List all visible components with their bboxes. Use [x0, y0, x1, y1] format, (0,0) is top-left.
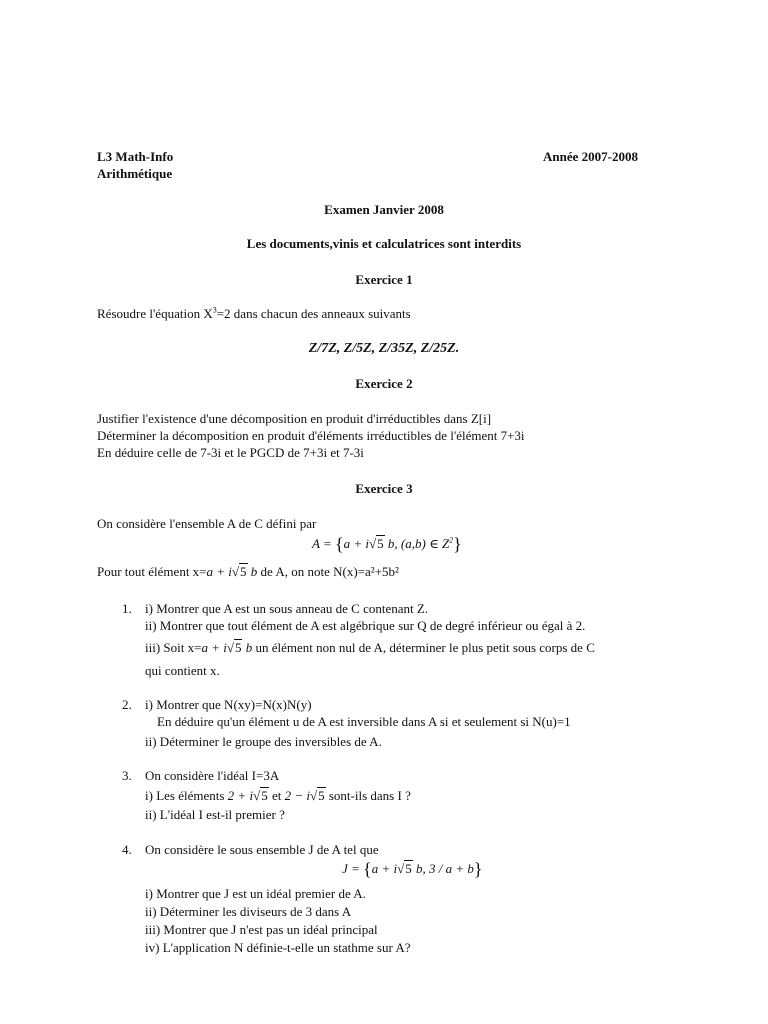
question-3-i — [145, 787, 411, 804]
sqrt-symbol: √ — [231, 564, 240, 579]
question-3-ii: ii) L'idéal I est-il premier ? — [145, 807, 285, 822]
set-j-prefix: J = — [342, 861, 364, 876]
sqrt-symbol: √ — [226, 640, 234, 655]
question-4-ii: ii) Déterminer les diviseurs de 3 dans A — [145, 904, 352, 919]
exercise-2-heading: Exercice 2 — [355, 376, 413, 391]
set-j-left-brace: { — [363, 859, 372, 879]
question-1-iii — [145, 639, 595, 656]
sqrt-symbol: √ — [253, 788, 261, 803]
question-3-i-after: sont-ils dans I ? — [325, 788, 411, 803]
question-1-ii: ii) Montrer que tout élément de A est algébrique sur Q de degré inférieur ou égal à 2. — [145, 618, 586, 633]
course-title: L3 Math-Info — [97, 149, 174, 164]
question-2-ii: ii) Déterminer le groupe des inversibles de A. — [145, 734, 382, 749]
exercise-1-text-before: Résoudre l'équation X — [97, 306, 213, 321]
academic-year: Année 2007-2008 — [543, 149, 638, 164]
question-3-intro: On considère l'idéal I=3A — [145, 768, 280, 783]
sqrt-symbol: √ — [397, 861, 405, 876]
set-a-exponent: 2 — [449, 535, 454, 545]
question-1-iii-after: un élément non nul de A, déterminer le plus petit sous corps de C — [252, 640, 595, 655]
norm-after: de A, on note N(x)=a²+5b² — [257, 564, 399, 579]
norm-definition — [97, 563, 399, 580]
sqrt-symbol: √ — [369, 536, 377, 551]
exercise-1-heading: Exercice 1 — [355, 272, 413, 287]
exercise-2-line-2: Déterminer la décomposition en produit d'éléments irréductibles de l'élément 7+3i — [97, 428, 525, 443]
element-2-root: 5 — [318, 788, 325, 803]
set-j-elem-b: b, 3 / a + b — [412, 861, 474, 876]
question-1-iii-root: 5 — [234, 640, 242, 655]
question-4-i: i) Montrer que J est un idéal premier de A. — [145, 886, 366, 901]
element-1-a: 2 + i — [227, 788, 254, 803]
question-1-iii-b: b — [242, 640, 253, 655]
exercise-1-exponent: 3 — [212, 305, 217, 315]
sqrt-symbol: √ — [309, 788, 318, 803]
set-a-elem-b: b, (a,b) ∈ Z — [384, 536, 450, 551]
exercise-1-rings: Z/7Z, Z/5Z, Z/35Z, Z/25Z. — [308, 341, 460, 356]
exercise-2-line-1: Justifier l'existence d'une décomposition en produit d'irréductibles dans Z[i] — [97, 411, 492, 426]
question-1-iii-continuation: qui contient x. — [145, 663, 220, 678]
question-3-i-mid: et — [268, 788, 285, 803]
question-4-iv: iv) L'application N définie-t-elle un stathme sur A? — [145, 940, 411, 955]
question-2-number: 2. — [122, 697, 132, 712]
exam-rules: Les documents,vinis et calculatrices sont interdits — [246, 236, 522, 251]
exercise-2-line-3: En déduire celle de 7-3i et le PGCD de 7+3i et 7-3i — [97, 445, 364, 460]
question-3-number: 3. — [122, 768, 132, 783]
question-3-i-before: i) Les éléments — [145, 788, 228, 803]
set-a-definition — [312, 535, 462, 553]
element-1-root: 5 — [261, 788, 268, 803]
exercise-3-heading: Exercice 3 — [355, 481, 413, 496]
set-a-elem-a: a + i — [343, 536, 370, 551]
norm-a: a + i — [206, 564, 232, 579]
question-2-i: i) Montrer que N(xy)=N(x)N(y) — [145, 697, 312, 712]
course-subject: Arithmétique — [97, 166, 173, 181]
question-2-i-continuation: En déduire qu'un élément u de A est inversible dans A si et seulement si N(u)=1 — [157, 714, 571, 729]
exam-title: Examen Janvier 2008 — [324, 202, 444, 217]
element-2-a: 2 − i — [284, 788, 310, 803]
exercise-1-text-after: =2 dans chacun des anneaux suivants — [216, 306, 411, 321]
set-a-right-brace: } — [453, 534, 462, 554]
set-j-elem-a: a + i — [371, 861, 398, 876]
question-4-intro: On considère le sous ensemble J de A tel que — [145, 842, 379, 857]
exercise-1-statement — [97, 305, 411, 322]
question-1-iii-a: a + i — [201, 640, 227, 655]
set-a-left-brace: { — [334, 534, 344, 554]
question-1-number: 1. — [122, 601, 132, 616]
exercise-3-intro: On considère l'ensemble A de C défini par — [97, 516, 317, 531]
set-j-right-brace: } — [473, 859, 483, 879]
question-4-number: 4. — [122, 842, 132, 857]
norm-before: Pour tout élément x= — [97, 564, 207, 579]
set-a-prefix: A = — [312, 536, 335, 551]
question-1-iii-before: iii) Soit x= — [145, 640, 202, 655]
set-j-root: 5 — [405, 861, 412, 876]
norm-b: b — [247, 564, 258, 579]
question-1-i: i) Montrer que A est un sous anneau de C contenant Z. — [145, 601, 429, 616]
norm-root: 5 — [240, 564, 247, 579]
set-j-definition — [342, 860, 483, 878]
question-4-iii: iii) Montrer que J n'est pas un idéal principal — [145, 922, 378, 937]
set-a-root: 5 — [377, 536, 384, 551]
